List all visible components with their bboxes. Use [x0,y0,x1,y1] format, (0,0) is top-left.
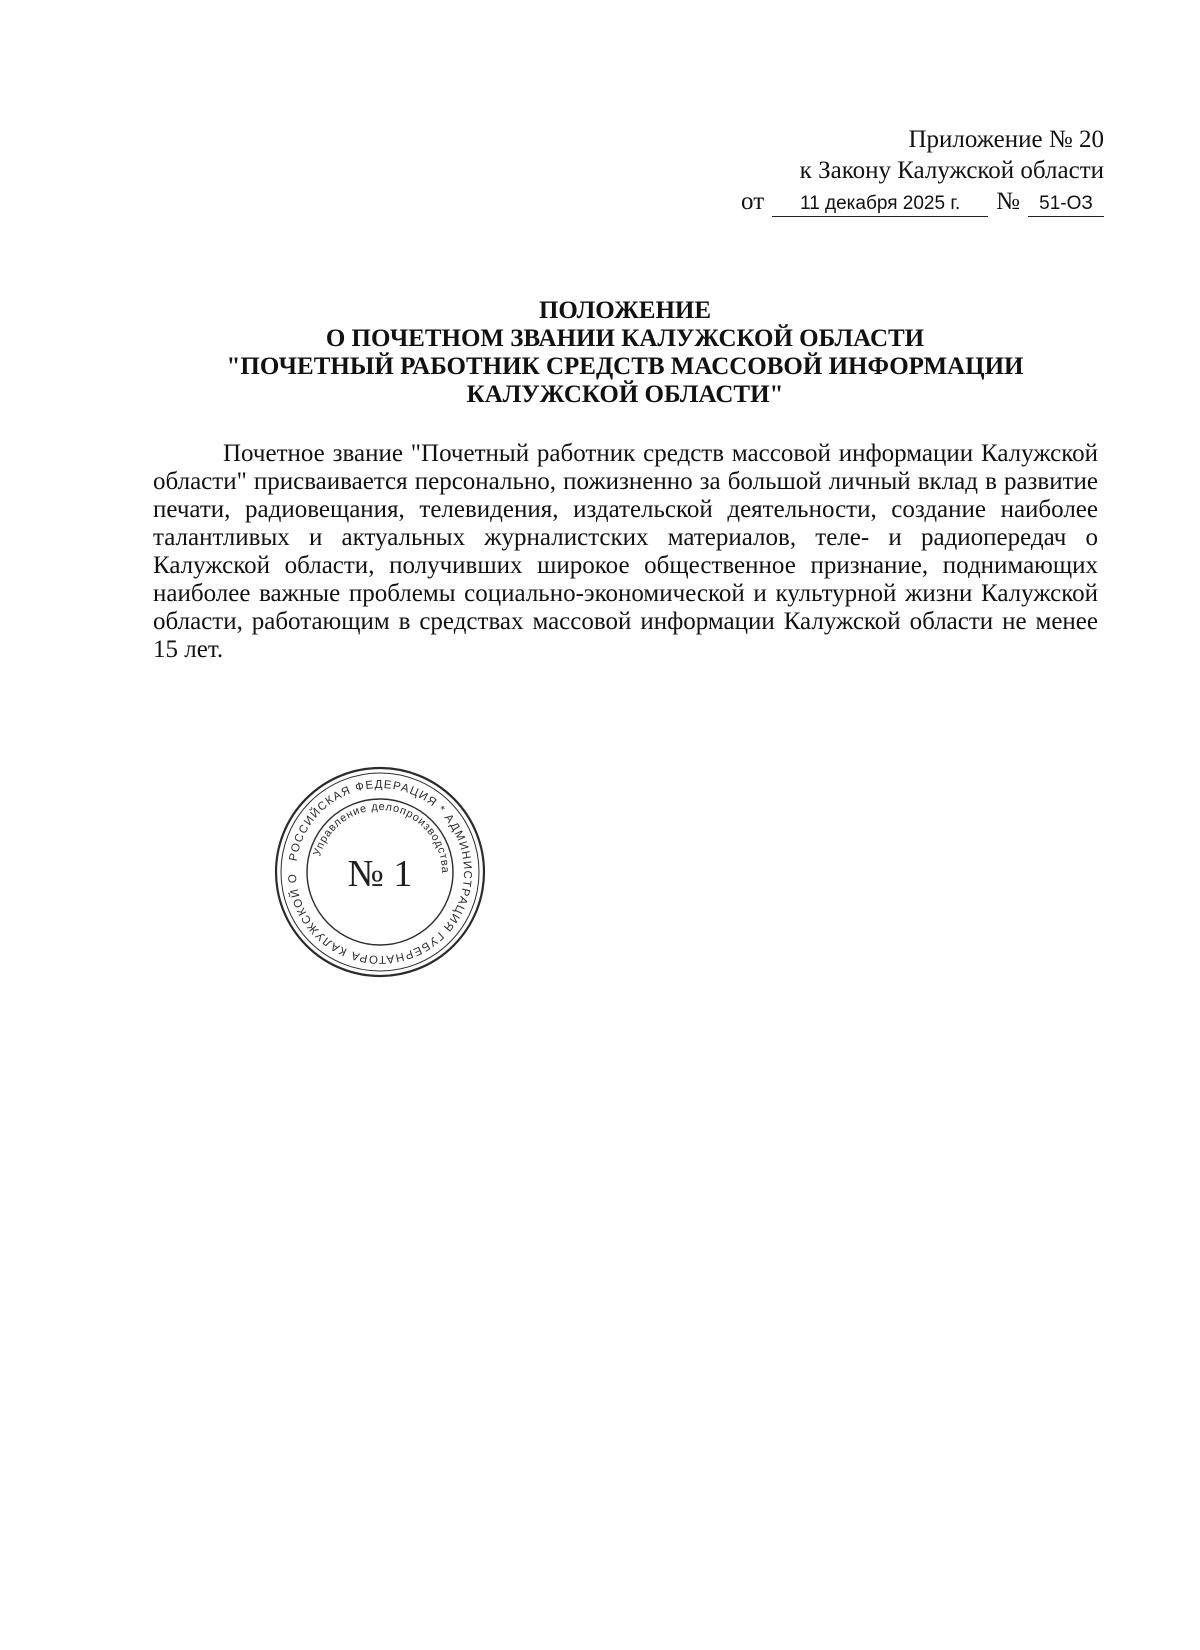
law-number-field: 51-ОЗ [1028,192,1104,217]
from-label: от [741,188,765,215]
title-line-4: КАЛУЖСКОЙ ОБЛАСТИ" [466,381,784,408]
annex-number: Приложение № 20 [908,126,1104,153]
document-title [150,297,1100,409]
seal-inner-text: Управление делопроизводства [311,800,452,874]
title-line-1: ПОЛОЖЕНИЕ [538,297,712,324]
title-line-2: О ПОЧЕТНОМ ЗВАНИИ КАЛУЖСКОЙ ОБЛАСТИ [325,325,925,352]
number-label: № [996,188,1020,215]
official-seal [270,762,490,982]
seal-outer-text: РОССИЙСКАЯ ФЕДЕРАЦИЯ * АДМИНИСТРАЦИЯ ГУБЕРНАТОРА КАЛУЖСКОЙ О [286,778,474,966]
law-date-field: 11 декабря 2025 г. [772,192,988,217]
annex-date-number-line [741,186,1104,217]
title-line-3: "ПОЧЕТНЫЙ РАБОТНИК СРЕДСТВ МАССОВОЙ ИНФОРМАЦИИ [226,353,1024,380]
annex-header [741,124,1104,217]
seal-icon [270,762,490,982]
seal-center-number: № 1 [347,853,413,895]
body-paragraph: Почетное звание "Почетный работник средств массовой информации Калужской области" присваивается персонально, пожизненно за большой личный вклад в развитие печати, радиовещания, телевидения, издательской деятельности, создание наиболее талантливых и актуальных журналистских материалов, теле- и радиопередач о Калужской области, получивших широкое общественное признание, поднимающих наиболее важные проблемы социально-экономической и культурной жизни Калужской области, работающим в средствах массовой информации Калужской области не менее 15 лет. [153,440,1098,663]
annex-law-reference: к Закону Калужской области [799,157,1104,184]
